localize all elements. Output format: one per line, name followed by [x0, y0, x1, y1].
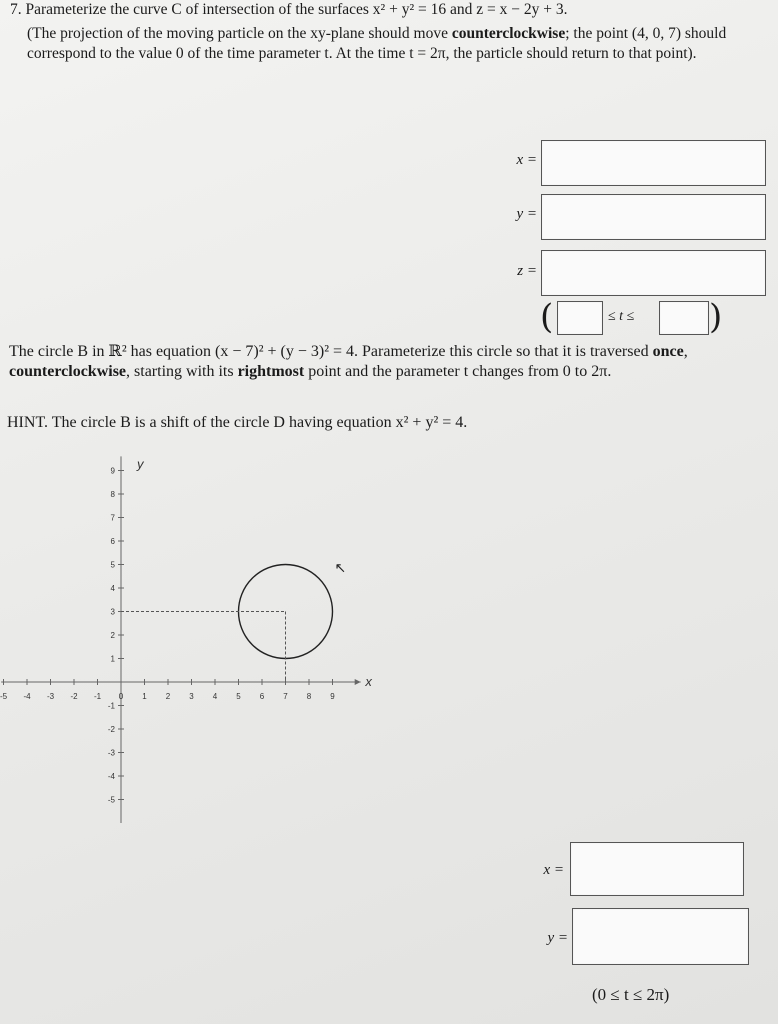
y-answer-input-2[interactable] [572, 908, 749, 965]
t-lower-bound-input[interactable] [557, 301, 603, 335]
parameter-range-note: (0 ≤ t ≤ 2π) [592, 985, 670, 1004]
x-label-2: x = [543, 862, 564, 878]
y-tick-label: -5 [107, 795, 115, 805]
y-tick-label: -3 [107, 748, 115, 758]
x-tick-label: -1 [93, 692, 102, 701]
y-tick-label: 6 [110, 537, 115, 546]
y-tick-label: 7 [110, 513, 115, 523]
coordinate-graph [0, 440, 778, 840]
x-tick-label: 9 [330, 692, 335, 701]
y-tick-label: 8 [110, 490, 115, 499]
x-answer-input-1[interactable] [541, 140, 766, 186]
y-tick-label: 3 [110, 607, 115, 617]
range-inequality: ≤ t ≤ [608, 309, 635, 324]
x-tick-label: -2 [70, 692, 78, 701]
y-axis-label: y [137, 456, 144, 472]
x-label-1: x = [516, 152, 537, 168]
x-axis-label: x [365, 674, 372, 689]
y-tick-label: -4 [107, 772, 115, 781]
y-label-2: y = [547, 930, 568, 946]
y-tick-label: -1 [107, 701, 115, 711]
x-answer-input-2[interactable] [570, 842, 744, 896]
y-answer-input-1[interactable] [541, 194, 766, 240]
direction-arrow: ↖ [334, 559, 347, 576]
x-tick-label: 7 [283, 692, 288, 701]
x-axis-arrowhead [355, 679, 361, 685]
x-tick-label: 3 [189, 692, 194, 701]
z-answer-input-1[interactable] [541, 250, 766, 296]
y-label-1: y = [516, 206, 537, 222]
x-tick-label: -5 [0, 692, 8, 701]
y-tick-label: 4 [110, 584, 115, 593]
x-tick-label: -4 [23, 692, 31, 701]
problem-7-title: 7. Parameterize the curve C of intersection of the surfaces x² + y² = 16 and z = x − 2y + 3. [10, 1, 568, 18]
y-tick-label: 9 [110, 466, 115, 476]
range-open-paren: ( [540, 297, 554, 337]
t-upper-bound-input[interactable] [659, 301, 709, 335]
z-label-1: z = [517, 263, 537, 279]
y-tick-label: -2 [107, 725, 115, 734]
x-tick-label: 8 [306, 692, 312, 701]
y-tick-label: 5 [110, 560, 115, 570]
x-tick-label: 1 [142, 692, 147, 701]
x-tick-label: -3 [46, 692, 55, 701]
y-tick-label: 2 [110, 631, 115, 640]
x-tick-label: 2 [165, 692, 171, 701]
circle-problem-text: The circle B in ℝ² has equation (x − 7)² + (y − 3)² = 4. Parameterize this circle so that it is traversed once, counterclockwise, starting with its rightmost point and the parameter t changes from 0 to 2π. [9, 343, 688, 380]
range-close-paren: ) [709, 297, 723, 337]
hint-text: HINT. The circle B is a shift of the circle D having equation x² + y² = 4. [7, 414, 468, 431]
problem-7-instructions: (The projection of the moving particle on the xy-plane should move counterclockwise; the point (4, 0, 7) should correspond to the value 0 of the time parameter t. At the time t = 2π, the particle should return to that point). [27, 25, 727, 62]
x-tick-label: 5 [236, 692, 241, 701]
y-tick-label: 1 [110, 654, 115, 664]
x-tick-label: 0 [118, 692, 124, 701]
x-tick-label: 6 [259, 692, 265, 701]
x-tick-label: 4 [212, 692, 218, 701]
